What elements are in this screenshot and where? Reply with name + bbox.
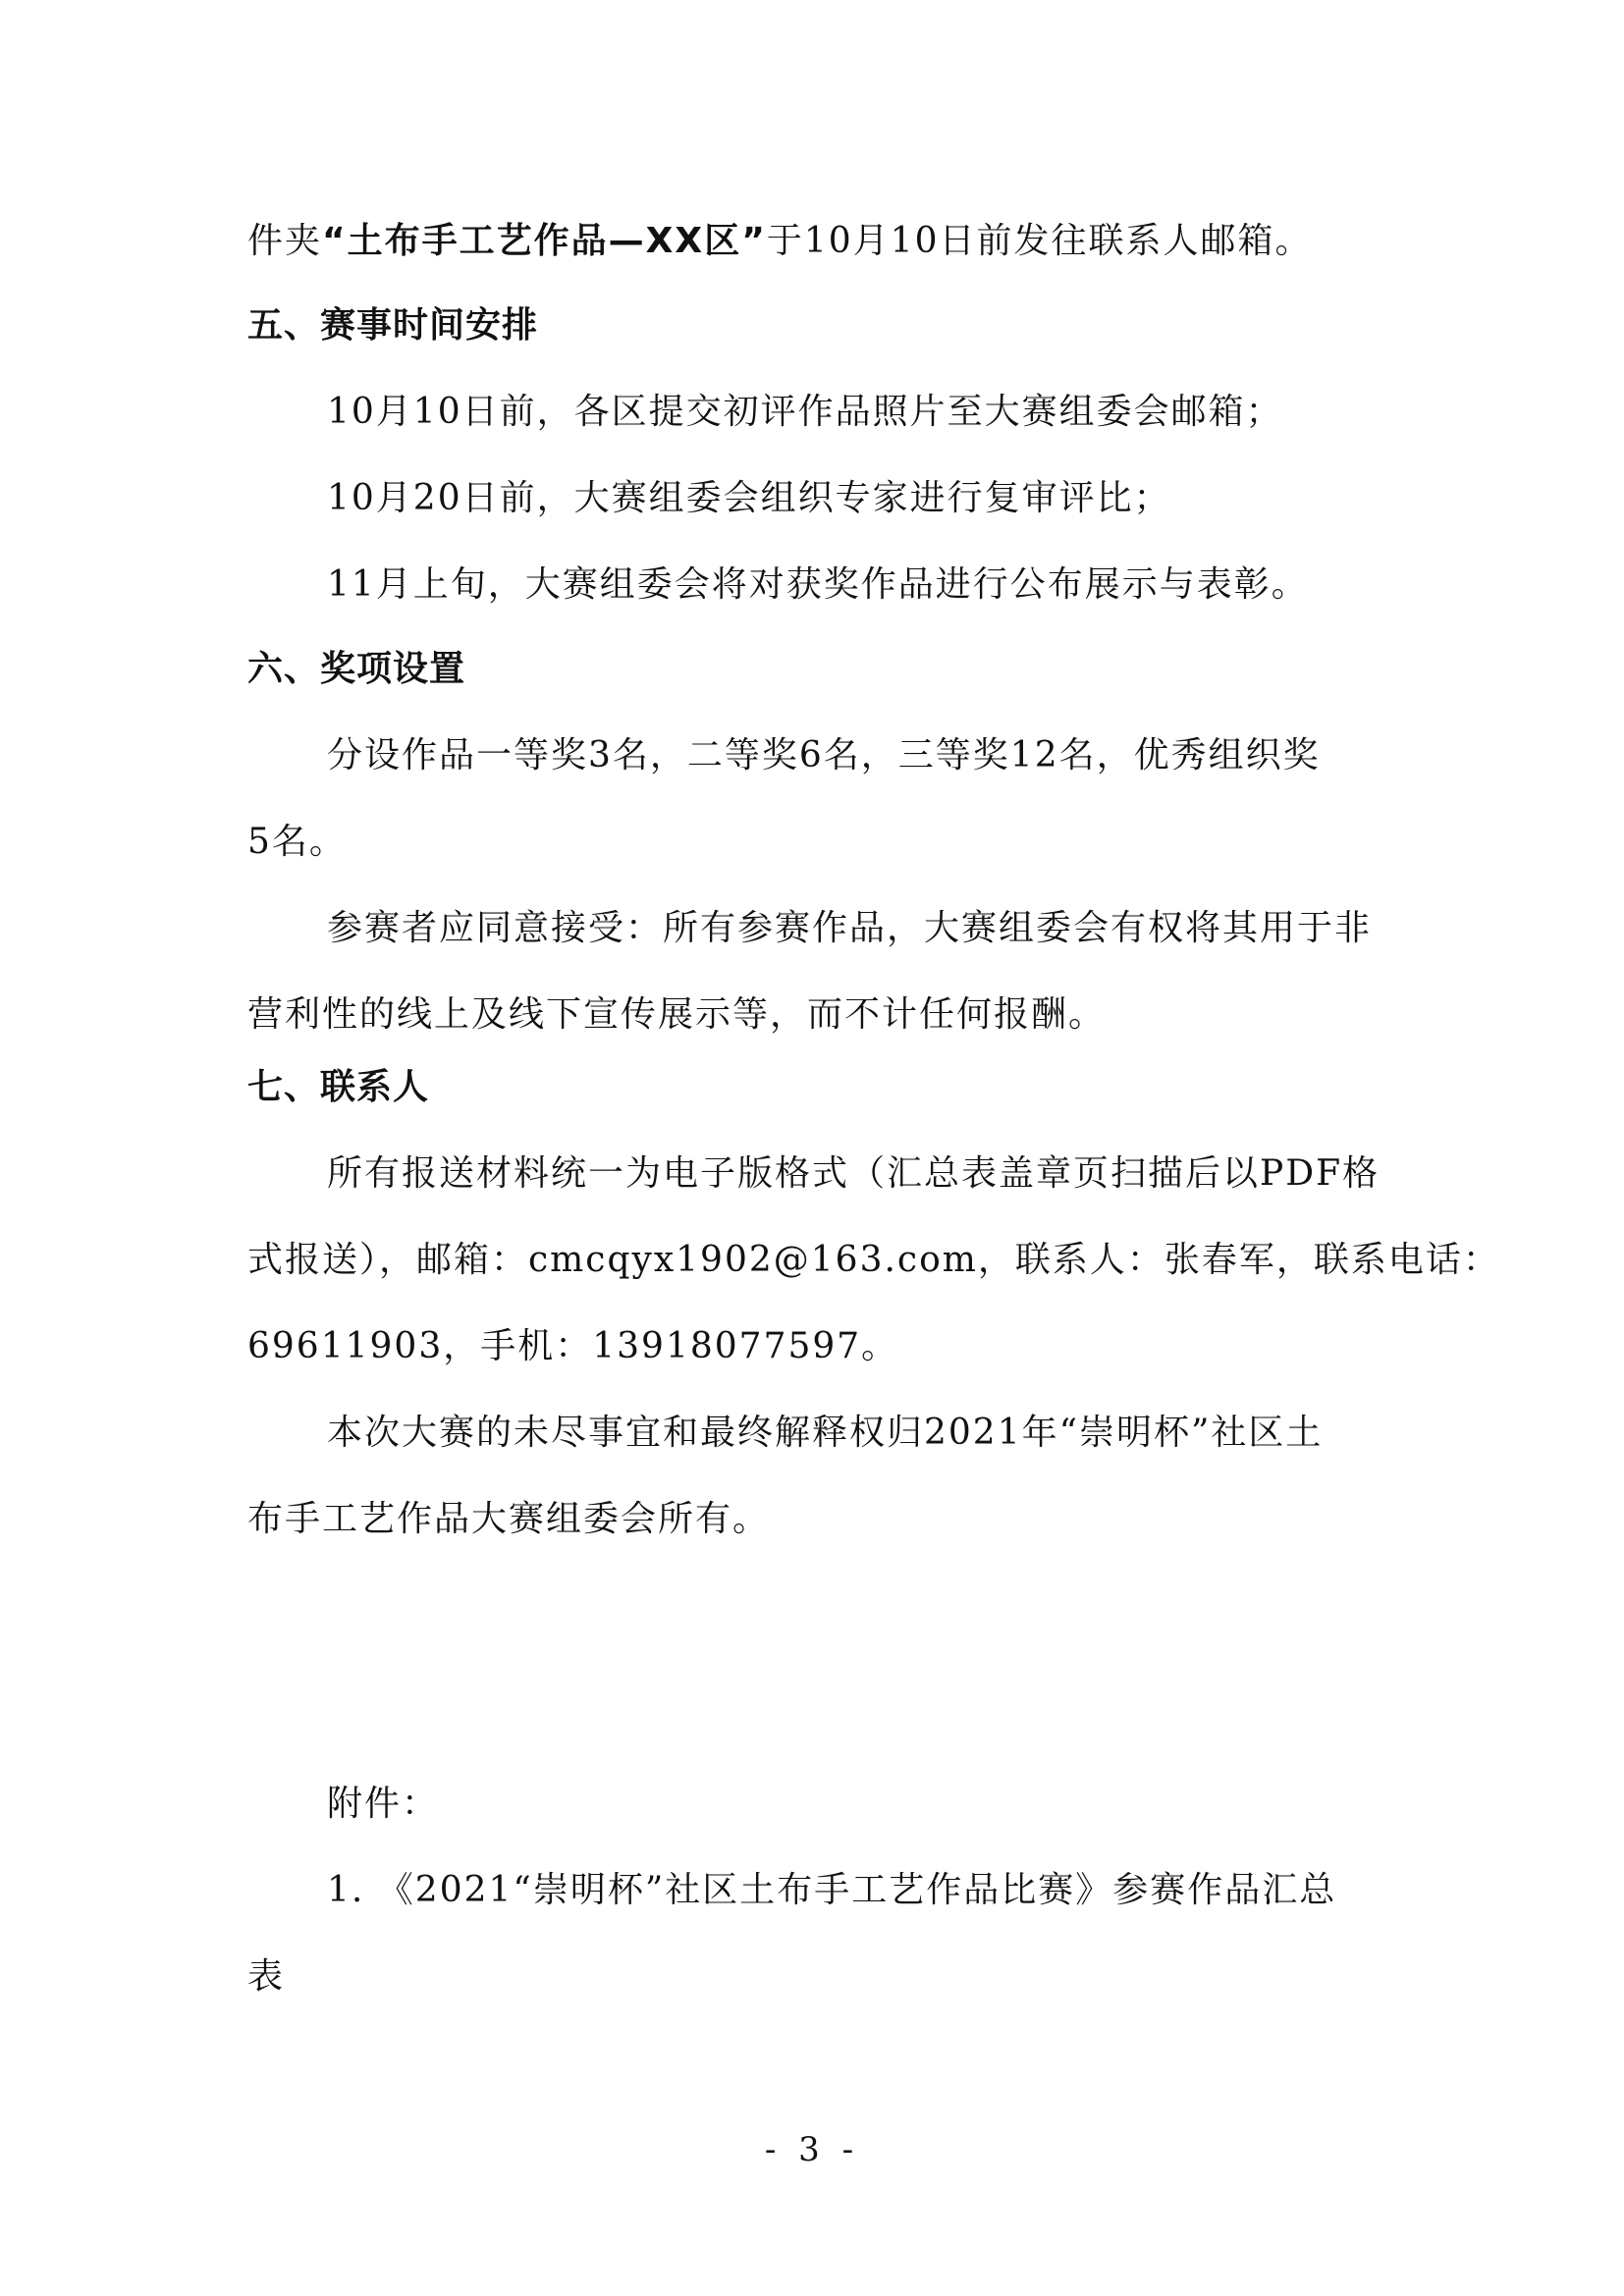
rights-paragraph-line-1: 本次大赛的未尽事宜和最终解释权归2021年“崇明杯”社区土: [327, 1413, 1324, 1453]
text-post: 于10月10日前发往联系人邮箱。: [766, 221, 1313, 261]
contact-paragraph-line-1: 所有报送材料统一为电子版格式（汇总表盖章页扫描后以PDF格: [327, 1153, 1380, 1194]
awards-paragraph-line-2: 5名。: [247, 822, 347, 862]
schedule-item-3: 11月上旬，大赛组委会将对获奖作品进行公布展示与表彰。: [327, 564, 1309, 605]
attachment-item-1-line-2: 表: [247, 1956, 286, 1997]
section-heading-awards: 六、奖项设置: [247, 649, 466, 689]
section-heading-contact: 七、联系人: [247, 1067, 430, 1107]
paragraph-continuation: [247, 218, 1386, 265]
consent-paragraph-line-1: 参赛者应同意接受：所有参赛作品，大赛组委会有权将其用于非: [327, 908, 1373, 948]
text-pre: 件夹: [247, 221, 323, 261]
attachments-label: 附件：: [327, 1784, 440, 1824]
attachment-item-1-line-1: 1. 《2021“崇明杯”社区土布手工艺作品比赛》参赛作品汇总: [327, 1870, 1337, 1910]
section-heading-schedule: 五、赛事时间安排: [247, 305, 539, 346]
folder-name-bold: “土布手工艺作品—XX区”: [322, 221, 767, 261]
consent-paragraph-line-2: 营利性的线上及线下宣传展示等，而不计任何报酬。: [247, 994, 1107, 1035]
contact-paragraph-line-3: 69611903，手机：13918077597。: [247, 1326, 899, 1366]
schedule-item-2: 10月20日前，大赛组委会组织专家进行复审评比；: [327, 478, 1171, 518]
page-number: - 3 -: [764, 2130, 860, 2169]
awards-paragraph-line-1: 分设作品一等奖3名，二等奖6名，三等奖12名，优秀组织奖: [327, 735, 1321, 775]
contact-paragraph-line-2: 式报送），邮箱：cmcqyx1902@163.com，联系人：张春军，联系电话：: [247, 1240, 1500, 1280]
schedule-item-1: 10月10日前，各区提交初评作品照片至大赛组委会邮箱；: [327, 392, 1283, 432]
rights-paragraph-line-2: 布手工艺作品大赛组委会所有。: [247, 1499, 771, 1539]
